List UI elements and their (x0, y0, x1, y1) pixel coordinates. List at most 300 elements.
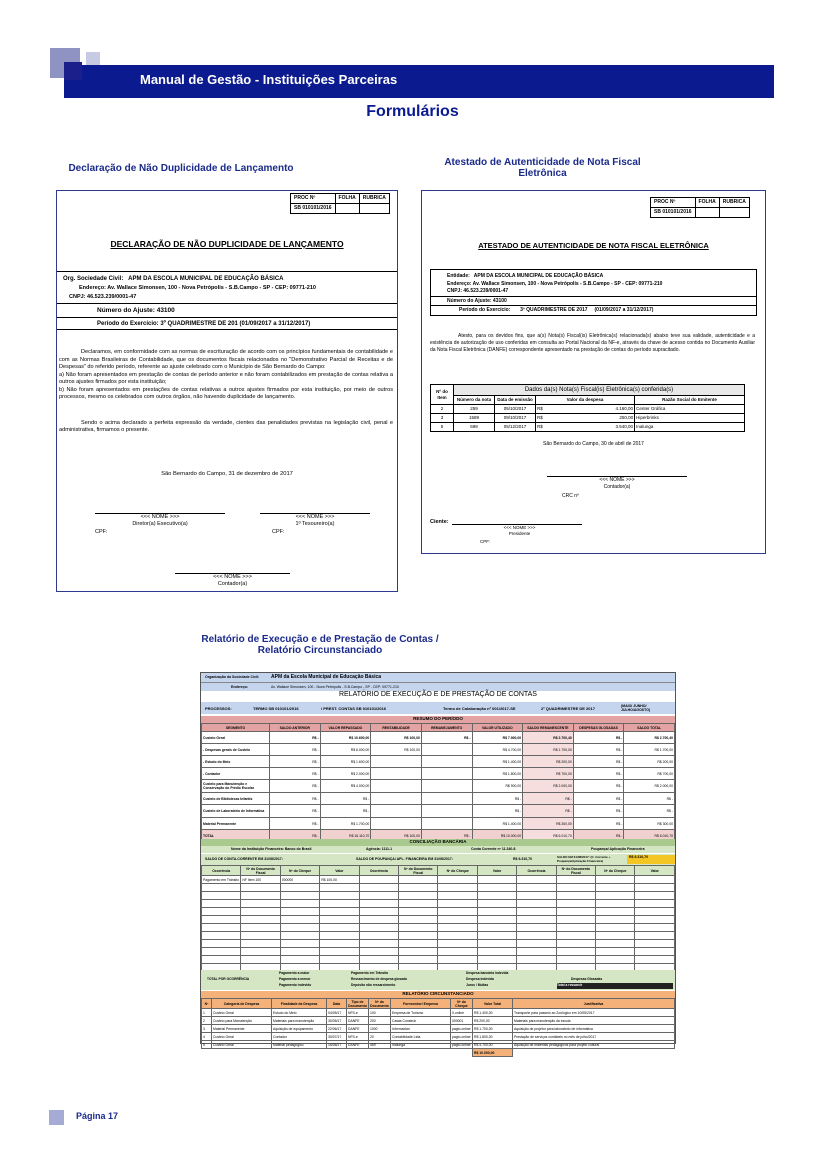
table-row (202, 876, 675, 884)
resumo-cell: R$ - (573, 818, 624, 830)
atest-proc-value: SB 010101/2016 (651, 207, 696, 217)
concil-header-cell: Ocorrência (202, 866, 241, 876)
atest-cell: 05/12/2017 (495, 423, 536, 432)
table-row (202, 732, 675, 744)
decl-cpf-1: CPF: (95, 529, 108, 535)
concil-cell (477, 908, 516, 916)
circ-cell: R$ 200,00 (473, 1017, 513, 1025)
table-row (202, 932, 675, 940)
circ-header-cell: Fornecedor/ Empresa (391, 999, 451, 1009)
rep-endereco: Av. Wallace Simonsen, 100 - Nova Petrópolis - S.B.Campo - SP - CEP: 09771-210 (271, 685, 399, 689)
concil-cell (320, 908, 359, 916)
resumo-cell: R$ - (573, 793, 624, 805)
rep-conta: Conta Corrente nº 11.340-8 (471, 847, 516, 851)
table-row (202, 1009, 675, 1017)
rep-circ-title: RELATÓRIO CIRCUNSTANCIADO (201, 991, 675, 998)
rep-prest: / PREST. CONTAS SB 010101/2016 (321, 706, 387, 711)
caption-relatorio-line1: Relatório de Execução e de Prestação de Contas / (201, 634, 439, 645)
decl-sig3-role: Contador(a) (217, 581, 248, 588)
resumo-cell: R$ 700,00 (523, 768, 574, 780)
atest-signature (547, 477, 687, 491)
rep-saldo-row (201, 854, 675, 865)
resumo-cell: R$ 7.900,00 (472, 732, 523, 744)
concil-cell (280, 924, 319, 932)
circ-cell: Transporte para passeio ao Zoológico em 10/05/2017 (513, 1009, 675, 1017)
concil-cell (477, 916, 516, 924)
rep-total-item: Despesas Glosadas (571, 977, 603, 981)
concil-cell (359, 892, 398, 900)
circ-cell (513, 1049, 675, 1057)
atest-th-data: Data de emissão (495, 396, 536, 405)
circ-cell: 000001 (451, 1017, 473, 1025)
concil-cell (438, 916, 477, 924)
decl-divider-4 (57, 329, 397, 330)
atest-th-numero: Número da nota (454, 396, 495, 405)
atest-row (431, 414, 745, 423)
concil-cell (438, 948, 477, 956)
concil-cell (438, 908, 477, 916)
concil-header-cell: Nº do Documento Fiscal (556, 866, 595, 876)
concil-cell (596, 900, 635, 908)
circ-cell: Materiais para manutenção da escola (513, 1017, 675, 1025)
concil-cell (556, 908, 595, 916)
decl-divider-3 (57, 317, 397, 318)
concil-cell (635, 876, 675, 884)
decl-sig2-role: 1º Tesoureiro(a) (295, 521, 335, 528)
circ-cell: Aquisição de materiais pedagógicos para projeto cultural (513, 1041, 675, 1049)
atest-entidade-line (447, 273, 603, 280)
atest-cell: 5 (431, 423, 454, 432)
resumo-cell: - Despesas gerais de Custeio (202, 744, 270, 756)
concil-cell (556, 932, 595, 940)
resumo-cell (421, 780, 472, 793)
resumo-header-cell: SALDO REMANESCENTE (523, 724, 574, 732)
table-row (202, 916, 675, 924)
resumo-cell (371, 805, 422, 818)
concil-cell (399, 916, 438, 924)
atest-row (431, 423, 745, 432)
circ-cell: 20 (369, 1033, 391, 1041)
concil-header-cell: Nº do Cheque (280, 866, 319, 876)
concil-cell (202, 916, 241, 924)
atest-periodo-datas: (01/09/2017 a 31/12/2017) (594, 307, 654, 313)
rep-total-item: Depósito não ressarcimento (351, 983, 396, 987)
concil-cell (517, 924, 556, 932)
atest-sig-name: <<< NOME >>> (599, 477, 635, 483)
circ-cell: Inalunga (391, 1041, 451, 1049)
decl-org-line (63, 275, 283, 283)
rep-saldo-total-label: SALDO EM 31/08/2017: (C. Corrente + Poupança/Aplicação Financeira) (557, 855, 611, 863)
concil-cell (399, 956, 438, 964)
atest-sig-role: Contador(a) (603, 483, 631, 490)
concil-cell (399, 948, 438, 956)
rep-conciliacao-title: CONCILIAÇÃO BANCÁRIA (201, 839, 675, 846)
table-row (202, 924, 675, 932)
table-row (202, 1041, 675, 1049)
concil-cell (241, 916, 280, 924)
circ-header-cell: Valor Total (473, 999, 513, 1009)
circ-cell: Aquisição de projetor para laboratório de informática (513, 1025, 675, 1033)
concil-cell (202, 924, 241, 932)
circ-cell: R$ 1.800,00 (473, 1033, 513, 1041)
atest-proc-header: PROC Nº (651, 198, 696, 208)
circ-total-row (202, 1049, 675, 1057)
concil-cell (517, 876, 556, 884)
decl-folha-header: FOLHA (335, 194, 359, 204)
atest-cell: 259 (454, 405, 495, 414)
atest-table-title: Dados da(s) Nota(s) Fiscal(is) Eletrônica(s) conferida(s) (454, 385, 745, 396)
atest-cell: R$ (536, 423, 549, 432)
concil-cell (241, 940, 280, 948)
concil-header-cell: Valor (320, 866, 359, 876)
rep-total-item: Pagamento a maior (279, 971, 310, 975)
resumo-cell: R$ 1.400,00 (472, 818, 523, 830)
concil-cell (635, 884, 675, 892)
resumo-cell: R$ - (573, 780, 624, 793)
concil-cell (596, 932, 635, 940)
circ-cell: Prestação de serviços contábeis no mês de julho/2017 (513, 1033, 675, 1041)
concil-cell (596, 892, 635, 900)
resumo-cell: R$ - (573, 768, 624, 780)
concil-cell (359, 924, 398, 932)
concil-cell (202, 892, 241, 900)
concil-cell (596, 940, 635, 948)
resumo-cell: Material Permanente (202, 818, 270, 830)
circ-cell: Custeio Geral (212, 1033, 272, 1041)
resumo-cell: R$ 10.000,00 (472, 830, 523, 842)
concil-cell (241, 948, 280, 956)
resumo-cell: R$ - (320, 805, 371, 818)
concil-cell (359, 948, 398, 956)
resumo-cell: R$ - (472, 793, 523, 805)
concil-cell (556, 940, 595, 948)
concil-cell (596, 924, 635, 932)
concil-header-cell: Nº do Documento Fiscal (241, 866, 280, 876)
resumo-cell: R$ - (573, 830, 624, 842)
table-row (202, 900, 675, 908)
resumo-cell (421, 818, 472, 830)
rep-endereco-row (201, 682, 675, 691)
resumo-cell: R$ 16.110,70 (320, 830, 371, 842)
concil-header-cell: Nº do Cheque (438, 866, 477, 876)
resumo-cell: R$ 300,00 (624, 818, 675, 830)
circ-cell: NFS-e (347, 1033, 369, 1041)
resumo-cell: R$ - (270, 780, 321, 793)
resumo-cell: R$ - (421, 732, 472, 744)
resumo-cell (371, 768, 422, 780)
atest-address: Endereço: Av. Wallace Simonsen, 100 - Nova Petrópolis - S.B.Campo - SP - CEP: 09771-210 (447, 281, 663, 287)
table-row (202, 744, 675, 756)
resumo-cell: R$ 1.800,00 (472, 768, 523, 780)
rep-saldo-poup-val: R$ 6.310,70 (513, 857, 533, 861)
decl-cpf-2: CPF: (272, 529, 285, 535)
caption-atestado (425, 157, 660, 179)
concil-cell (438, 956, 477, 964)
concil-cell (635, 932, 675, 940)
rep-total-item: Pagamento indevido (279, 983, 312, 987)
circ-header-row (202, 999, 675, 1009)
concil-cell (635, 916, 675, 924)
concil-header-cell: Ocorrência (359, 866, 398, 876)
resumo-cell: R$ 10.600,00 (320, 732, 371, 744)
concil-cell (517, 948, 556, 956)
concil-cell (596, 884, 635, 892)
table-row (202, 884, 675, 892)
concil-cell (438, 900, 477, 908)
resumo-cell: R$ 6.010,70 (523, 830, 574, 842)
table-row (202, 1017, 675, 1025)
concil-cell (438, 932, 477, 940)
concil-cell (202, 948, 241, 956)
resumo-cell: R$ 900,00 (472, 780, 523, 793)
resumo-cell: R$ - (523, 805, 574, 818)
resumo-cell: R$ - (270, 732, 321, 744)
resumo-header-cell: SALDO TOTAL (624, 724, 675, 732)
circ-header-cell: Categoria de Despesa (212, 999, 272, 1009)
concil-cell (477, 956, 516, 964)
table-row (202, 1033, 675, 1041)
circ-cell: Empresa de Turismo (391, 1009, 451, 1017)
concil-cell (280, 908, 319, 916)
atest-cell: 1589 (454, 414, 495, 423)
atest-signature-2 (472, 525, 567, 537)
circ-cell: NFS-e (347, 1009, 369, 1017)
circ-cell: 3 (202, 1025, 212, 1033)
circ-cell: 200 (369, 1017, 391, 1025)
resumo-cell: R$ 2.000,00 (320, 768, 371, 780)
atest-table (430, 384, 745, 432)
circ-cell: R$ 4.700,00 (473, 1041, 513, 1049)
circ-cell: R$ 1.400,00 (473, 1009, 513, 1017)
resumo-cell: R$ 6.010,70 (624, 830, 675, 842)
resumo-cell: R$ - (270, 744, 321, 756)
atest-crc: CRC nº (562, 493, 579, 499)
concil-cell (280, 948, 319, 956)
concil-cell (359, 956, 398, 964)
circ-cell: 04/05/17 (327, 1009, 347, 1017)
decl-proc-box (290, 193, 390, 214)
concil-cell (556, 916, 595, 924)
concil-cell (202, 940, 241, 948)
atest-th-valor: Valor da despesa (536, 396, 635, 405)
concil-cell (202, 900, 241, 908)
resumo-cell: Custeio Geral (202, 732, 270, 744)
concil-cell (399, 940, 438, 948)
resumo-cell: Custeio de Bibliotecas Infantis (202, 793, 270, 805)
resumo-cell: R$ - (270, 818, 321, 830)
rep-banco-row (201, 846, 675, 853)
atest-cell: Center Gráfica (635, 405, 745, 414)
atest-cell: 09/10/2017 (495, 414, 536, 423)
atest-cpf: CPF: (480, 539, 491, 544)
circ-cell: Materiais para manutenção (272, 1017, 327, 1025)
circ-cell: 15/08/17 (327, 1041, 347, 1049)
decl-sig3-name: <<< NOME >>> (213, 574, 252, 580)
concil-header-cell: Nº do Cheque (596, 866, 635, 876)
resumo-cell: R$ - (573, 805, 624, 818)
circ-cell: DANFE (347, 1025, 369, 1033)
concil-cell (399, 900, 438, 908)
circ-cell: 0-online (451, 1009, 473, 1017)
concil-cell (241, 900, 280, 908)
rep-total-item: Despesa indevida (466, 977, 494, 981)
circ-cell: Custeio Geral (212, 1009, 272, 1017)
concil-cell (320, 940, 359, 948)
concil-cell (320, 932, 359, 940)
concil-cell (477, 948, 516, 956)
rep-total-item: Ressarcimento de despesa glosada (351, 977, 407, 981)
table-row (202, 908, 675, 916)
decl-signature-2 (260, 514, 370, 529)
resumo-cell (371, 818, 422, 830)
concil-cell (241, 892, 280, 900)
resumo-cell: R$ - (270, 805, 321, 818)
resumo-cell: R$ 1.400,00 (472, 756, 523, 768)
atest-cnpj: CNPJ: 46.523.239/0001-47 (447, 288, 509, 294)
atest-ciente: Ciente: (430, 519, 449, 525)
circ-cell: pagto online (451, 1033, 473, 1041)
table-row (202, 818, 675, 830)
concil-cell (517, 900, 556, 908)
concil-header-cell: Ocorrência (517, 866, 556, 876)
resumo-cell: R$ 4.700,00 (472, 744, 523, 756)
circ-cell: DANFE (347, 1017, 369, 1025)
rep-processos-row (201, 702, 675, 714)
atest-periodo-label: Período do Exercício: (459, 307, 511, 313)
atest-sig2-role: Presidente (508, 531, 531, 537)
concil-cell (359, 916, 398, 924)
atest-cell: 2 (431, 405, 454, 414)
circ-cell (451, 1049, 473, 1057)
atest-cell: Hiperbrinks (635, 414, 745, 423)
atest-cell: 698 (454, 423, 495, 432)
rep-org-row (201, 673, 675, 682)
decl-sig1-role: Diretor(a) Executivo(a) (132, 521, 188, 528)
concil-cell (280, 884, 319, 892)
resumo-cell: R$ 2.000,00 (523, 780, 574, 793)
rep-quad: 2º QUADRIMESTRE DE 2017 (541, 706, 595, 711)
resumo-cell: TOTAL (202, 830, 270, 842)
header-square-dark (64, 62, 82, 80)
concil-cell (320, 884, 359, 892)
resumo-cell: R$ 100,00 (371, 744, 422, 756)
circ-cell: Contador (272, 1033, 327, 1041)
concil-cell (438, 892, 477, 900)
table-row (202, 805, 675, 818)
concil-cell: 000000 (280, 876, 319, 884)
concil-cell (556, 892, 595, 900)
concil-cell (635, 956, 675, 964)
resumo-cell: R$ 700,00 (624, 768, 675, 780)
resumo-cell: R$ 200,00 (624, 756, 675, 768)
concil-cell (399, 924, 438, 932)
atest-cell: 250,00 (548, 414, 635, 423)
circ-cell (327, 1049, 347, 1057)
page-number: Página 17 (76, 1111, 119, 1121)
concil-header-cell: Nº do Documento Fiscal (399, 866, 438, 876)
rep-processos: PROCESSOS: (205, 706, 232, 711)
resumo-cell: R$ - (421, 830, 472, 842)
resumo-cell: R$ 1.600,00 (320, 756, 371, 768)
table-row (202, 768, 675, 780)
resumo-cell (421, 768, 472, 780)
concil-cell (280, 932, 319, 940)
concil-cell (320, 948, 359, 956)
atest-th-item: Nº do Item (431, 385, 454, 405)
rep-total-item: Pagamento em Trânsito (351, 971, 389, 975)
decl-sig2-name: <<< NOME >>> (295, 514, 335, 520)
resumo-cell: R$ - (624, 805, 675, 818)
atest-entidade-label: Entidade: (447, 273, 470, 279)
circ-header-cell: Nº do Documento (370, 999, 389, 1008)
circ-cell: Casas Construir (391, 1017, 451, 1025)
concil-cell (241, 956, 280, 964)
atest-th-razao: Razão Social do Emitente (635, 396, 745, 405)
resumo-cell: R$ - (573, 744, 624, 756)
decl-periodo: Período do Exercício: 3º QUADRIMESTRE DE 201 (01/09/2017 a 31/12/2017) (97, 321, 311, 327)
rep-circ-table (201, 998, 675, 1057)
table-row (202, 780, 675, 793)
resumo-cell: R$ - (523, 793, 574, 805)
caption-atestado-line2: Eletrônica (518, 168, 567, 179)
circ-cell: pagto online (451, 1041, 473, 1049)
atest-row (431, 405, 745, 414)
concil-cell (359, 932, 398, 940)
rep-totais-label: TOTAL POR OCORRÊNCIA (207, 977, 250, 981)
decl-cnpj: CNPJ: 46.523.239/0001-47 (69, 294, 137, 300)
resumo-header-cell: DESPESAS GLOSADAS (573, 724, 624, 732)
atest-cell: 3.540,00 (548, 423, 635, 432)
decl-ajuste: Número do Ajuste: 43100 (97, 307, 175, 314)
concil-cell: NF Item 100 (241, 876, 280, 884)
concil-cell (635, 924, 675, 932)
decl-address: Endereço: Av. Wallace Simonsen, 100 - Nova Petrópolis - S.B.Campo - SP - CEP: 09771-210 (79, 285, 316, 291)
decl-paragraph-1: Declaramos, em conformidade com as normas de escrituração de acordo com os princípios fundamentais de contabilidade e com as Normas Brasileiras de Contabilidade, que os documentos fiscais relacionados no "Demonstrativo Parcial de Receitas e de Despesas" do referido período, referente ao ajuste celebrado com o Município de São Bernardo do Campo: (59, 349, 393, 371)
concil-cell (477, 884, 516, 892)
rep-endereco-label: Endereço: (231, 685, 249, 689)
header-square-pale (86, 52, 100, 66)
circ-cell: 22/06/17 (327, 1025, 347, 1033)
concil-cell (596, 948, 635, 956)
resumo-cell: R$ 4.000,00 (320, 780, 371, 793)
rep-resumo-table (201, 723, 675, 842)
concil-cell (202, 884, 241, 892)
concil-cell (438, 876, 477, 884)
resumo-cell (421, 793, 472, 805)
concil-cell (359, 908, 398, 916)
atest-entidade: APM DA ESCOLA MUNICIPAL DE EDUCAÇÃO BÁSICA (473, 273, 604, 279)
decl-date: São Bernardo do Campo, 31 de dezembro de 2017 (161, 471, 293, 477)
circ-cell: pagto online (451, 1025, 473, 1033)
table-row (202, 756, 675, 768)
concil-cell (280, 892, 319, 900)
atest-text: Atesto, para os devidos fins, que a(s) Nota(s) Fiscal(is) Eletrônica(s) relacionada(s) abaixo teve sua validade, autenticidade e a existência de autorização de uso conferidas em consulta ao Portal Nacional da NF-e, através da chave de acesso contida no Documento Auxiliar da Nota Fiscal Eletrônica (DANFE) correspondente apresentado na prestação de contas do período supracitado. (430, 333, 755, 353)
resumo-cell: R$ - (472, 805, 523, 818)
concil-cell (517, 884, 556, 892)
concil-cell (517, 932, 556, 940)
resumo-cell: R$ 1.700,00 (320, 818, 371, 830)
resumo-cell: R$ - (270, 756, 321, 768)
table-row (202, 793, 675, 805)
circ-header-cell: Justificativa (513, 999, 675, 1009)
decl-signature-3 (175, 574, 290, 589)
resumo-header-cell: RENTABILIDADE (371, 724, 422, 732)
concil-cell (556, 884, 595, 892)
concil-cell (280, 956, 319, 964)
resumo-cell (421, 756, 472, 768)
atest-cell: 3 (431, 414, 454, 423)
concil-cell: R$ 100,00 (320, 876, 359, 884)
